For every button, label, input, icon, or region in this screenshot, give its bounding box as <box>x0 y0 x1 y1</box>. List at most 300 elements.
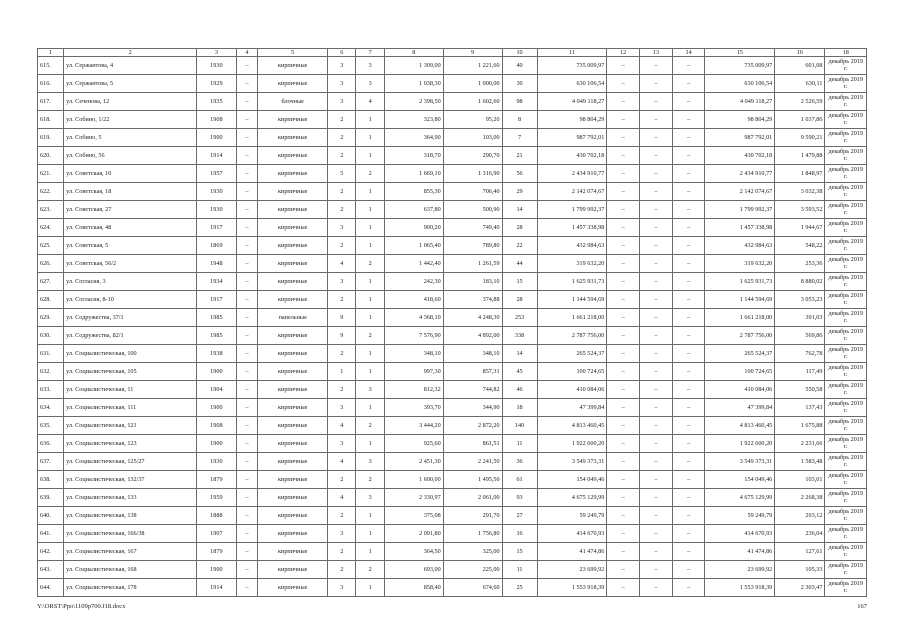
total-area-cell: 348,10 <box>384 345 443 363</box>
col13-cell: – <box>640 579 673 597</box>
col13-cell: – <box>640 561 673 579</box>
col14-cell: – <box>672 327 705 345</box>
col4-cell: – <box>236 291 258 309</box>
entrances-cell: 1 <box>356 507 384 525</box>
cost-per-m2-cell: 8 880,02 <box>775 273 825 291</box>
table-row <box>38 363 867 381</box>
living-area-cell: 1 495,50 <box>443 471 502 489</box>
living-area-cell: 103,00 <box>443 129 502 147</box>
cost-per-m2-cell: 253,36 <box>775 255 825 273</box>
total-area-cell: 855,30 <box>384 183 443 201</box>
total-area-cell: 637,80 <box>384 201 443 219</box>
address-cell: ул. Собино, 56 <box>64 147 197 165</box>
row-number-cell: 632. <box>38 363 64 381</box>
row-number-cell: 627. <box>38 273 64 291</box>
address-cell: ул. Социалистическая, 138 <box>64 507 197 525</box>
entrances-cell: 3 <box>356 381 384 399</box>
living-area-cell: 789,80 <box>443 237 502 255</box>
cost-total-cell: 1 457 338,98 <box>537 219 607 237</box>
deadline-cell: декабрь 2019 г. <box>825 399 867 417</box>
col4-cell: – <box>236 75 258 93</box>
col4-cell: – <box>236 561 258 579</box>
floors-cell: 4 <box>328 489 356 507</box>
deadline-cell: декабрь 2019 г. <box>825 417 867 435</box>
floors-cell: 2 <box>328 507 356 525</box>
table-row <box>38 489 867 507</box>
living-area-cell: 2 241,50 <box>443 453 502 471</box>
row-number-cell: 621. <box>38 165 64 183</box>
wall-material-cell: кирпичные <box>258 489 328 507</box>
living-area-cell: 500,90 <box>443 201 502 219</box>
col14-cell: – <box>672 561 705 579</box>
year-built-cell: 1900 <box>197 399 236 417</box>
address-cell: ул. Социалистическая, 178 <box>64 579 197 597</box>
cost-per-m2-cell: 2 303,47 <box>775 579 825 597</box>
residents-cell: 36 <box>502 453 537 471</box>
wall-material-cell: кирпичные <box>258 543 328 561</box>
row-number-cell: 633. <box>38 381 64 399</box>
row-number-cell: 620. <box>38 147 64 165</box>
deadline-cell: декабрь 2019 г. <box>825 129 867 147</box>
cost-total-cell: 265 524,37 <box>537 345 607 363</box>
living-area-cell: 4 892,00 <box>443 327 502 345</box>
year-built-cell: 1917 <box>197 291 236 309</box>
address-cell: ул. Советская, 48 <box>64 219 197 237</box>
row-number-cell: 643. <box>38 561 64 579</box>
col13-cell: – <box>640 345 673 363</box>
floors-cell: 2 <box>328 471 356 489</box>
wall-material-cell: кирпичные <box>258 579 328 597</box>
cost-cell: 1 799 992,37 <box>705 201 775 219</box>
living-area-cell: 344,90 <box>443 399 502 417</box>
floors-cell: 2 <box>328 237 356 255</box>
cost-per-m2-cell: 548,22 <box>775 237 825 255</box>
living-area-cell: 1 000,00 <box>443 75 502 93</box>
cost-per-m2-cell: 137,43 <box>775 399 825 417</box>
deadline-cell: декабрь 2019 г. <box>825 471 867 489</box>
col4-cell: – <box>236 543 258 561</box>
col12-cell: – <box>607 507 640 525</box>
living-area-cell: 749,40 <box>443 219 502 237</box>
col4-cell: – <box>236 237 258 255</box>
living-area-cell: 1 756,80 <box>443 525 502 543</box>
entrances-cell: 4 <box>356 93 384 111</box>
floors-cell: 5 <box>328 165 356 183</box>
row-number-cell: 617. <box>38 93 64 111</box>
row-number-cell: 630. <box>38 327 64 345</box>
col13-cell: – <box>640 309 673 327</box>
table-row <box>38 111 867 129</box>
col14-cell: – <box>672 507 705 525</box>
table-row <box>38 201 867 219</box>
row-number-cell: 635. <box>38 417 64 435</box>
table-row <box>38 183 867 201</box>
col4-cell: – <box>236 165 258 183</box>
col13-cell: – <box>640 453 673 471</box>
total-area-cell: 1 309,00 <box>384 57 443 75</box>
col4-cell: – <box>236 93 258 111</box>
address-cell: ул. Советская, 27 <box>64 201 197 219</box>
floors-cell: 4 <box>328 417 356 435</box>
table-row <box>38 147 867 165</box>
col14-cell: – <box>672 237 705 255</box>
col14-cell: – <box>672 129 705 147</box>
total-area-cell: 393,70 <box>384 399 443 417</box>
col13-cell: – <box>640 399 673 417</box>
col14-cell: – <box>672 543 705 561</box>
col13-cell: – <box>640 57 673 75</box>
residents-cell: 15 <box>502 543 537 561</box>
cost-total-cell: 4 049 118,27 <box>537 93 607 111</box>
column-header: 15 <box>705 49 775 57</box>
row-number-cell: 638. <box>38 471 64 489</box>
year-built-cell: 1900 <box>197 129 236 147</box>
column-header: 12 <box>607 49 640 57</box>
cost-total-cell: 1 799 992,37 <box>537 201 607 219</box>
wall-material-cell: кирпичные <box>258 471 328 489</box>
footer-file-path: Y:\ORST\Ppo\1109p700.f18.docx <box>37 603 126 610</box>
col4-cell: – <box>236 57 258 75</box>
deadline-cell: декабрь 2019 г. <box>825 201 867 219</box>
row-number-cell: 616. <box>38 75 64 93</box>
cost-cell: 59 249,79 <box>705 507 775 525</box>
cost-per-m2-cell: 236,04 <box>775 525 825 543</box>
living-area-cell: 290,70 <box>443 147 502 165</box>
col4-cell: – <box>236 183 258 201</box>
cost-cell: 98 804,29 <box>705 111 775 129</box>
table-row <box>38 507 867 525</box>
residents-cell: 46 <box>502 381 537 399</box>
column-number-row <box>38 49 867 57</box>
col14-cell: – <box>672 291 705 309</box>
year-built-cell: 1907 <box>197 525 236 543</box>
year-built-cell: 1934 <box>197 273 236 291</box>
col4-cell: – <box>236 381 258 399</box>
deadline-cell: декабрь 2019 г. <box>825 165 867 183</box>
cost-total-cell: 410 084,06 <box>537 381 607 399</box>
living-area-cell: 1 602,60 <box>443 93 502 111</box>
year-built-cell: 1930 <box>197 453 236 471</box>
living-area-cell: 225,00 <box>443 561 502 579</box>
residents-cell: 21 <box>502 147 537 165</box>
floors-cell: 3 <box>328 435 356 453</box>
address-cell: ул. Социалистическая, 121 <box>64 417 197 435</box>
table-row <box>38 327 867 345</box>
cost-cell: 1 922 600,20 <box>705 435 775 453</box>
entrances-cell: 1 <box>356 345 384 363</box>
cost-total-cell: 414 670,93 <box>537 525 607 543</box>
cost-per-m2-cell: 2 268,38 <box>775 489 825 507</box>
col13-cell: – <box>640 129 673 147</box>
cost-total-cell: 100 724,65 <box>537 363 607 381</box>
total-area-cell: 375,08 <box>384 507 443 525</box>
row-number-cell: 642. <box>38 543 64 561</box>
wall-material-cell: кирпичные <box>258 417 328 435</box>
cost-cell: 2 142 074,67 <box>705 183 775 201</box>
row-number-cell: 634. <box>38 399 64 417</box>
col4-cell: – <box>236 525 258 543</box>
row-number-cell: 637. <box>38 453 64 471</box>
residents-cell: 11 <box>502 561 537 579</box>
deadline-cell: декабрь 2019 г. <box>825 579 867 597</box>
wall-material-cell: кирпичные <box>258 345 328 363</box>
residents-cell: 22 <box>502 237 537 255</box>
cost-total-cell: 735 009,97 <box>537 57 607 75</box>
col13-cell: – <box>640 183 673 201</box>
wall-material-cell: панельные <box>258 309 328 327</box>
col14-cell: – <box>672 345 705 363</box>
cost-total-cell: 4 813 460,45 <box>537 417 607 435</box>
col14-cell: – <box>672 579 705 597</box>
year-built-cell: 1869 <box>197 237 236 255</box>
wall-material-cell: блочные <box>258 93 328 111</box>
table-row <box>38 165 867 183</box>
cost-per-m2-cell: 550,58 <box>775 381 825 399</box>
cost-cell: 154 049,46 <box>705 471 775 489</box>
residents-cell: 11 <box>502 435 537 453</box>
address-cell: ул. Социалистическая, 166/38 <box>64 525 197 543</box>
year-built-cell: 1908 <box>197 111 236 129</box>
table-row <box>38 219 867 237</box>
entrances-cell: 1 <box>356 183 384 201</box>
residents-cell: 338 <box>502 327 537 345</box>
cost-per-m2-cell: 2 526,59 <box>775 93 825 111</box>
column-header: 4 <box>236 49 258 57</box>
col14-cell: – <box>672 489 705 507</box>
year-built-cell: 1948 <box>197 255 236 273</box>
wall-material-cell: кирпичные <box>258 507 328 525</box>
col4-cell: – <box>236 147 258 165</box>
col12-cell: – <box>607 471 640 489</box>
cost-per-m2-cell: 569,86 <box>775 327 825 345</box>
total-area-cell: 2 091,80 <box>384 525 443 543</box>
wall-material-cell: кирпичные <box>258 399 328 417</box>
col4-cell: – <box>236 453 258 471</box>
col14-cell: – <box>672 111 705 129</box>
entrances-cell: 1 <box>356 543 384 561</box>
deadline-cell: декабрь 2019 г. <box>825 507 867 525</box>
col4-cell: – <box>236 273 258 291</box>
cost-cell: 47 399,84 <box>705 399 775 417</box>
wall-material-cell: кирпичные <box>258 561 328 579</box>
row-number-cell: 626. <box>38 255 64 273</box>
address-cell: ул. Собино, 5 <box>64 129 197 147</box>
wall-material-cell: кирпичные <box>258 111 328 129</box>
address-cell: ул. Сеченова, 12 <box>64 93 197 111</box>
address-cell: ул. Содружества, 37/1 <box>64 309 197 327</box>
residents-cell: 44 <box>502 255 537 273</box>
living-area-cell: 374,88 <box>443 291 502 309</box>
entrances-cell: 1 <box>356 525 384 543</box>
wall-material-cell: кирпичные <box>258 147 328 165</box>
floors-cell: 3 <box>328 93 356 111</box>
col12-cell: – <box>607 543 640 561</box>
col4-cell: – <box>236 435 258 453</box>
entrances-cell: 1 <box>356 201 384 219</box>
total-area-cell: 900,20 <box>384 219 443 237</box>
deadline-cell: декабрь 2019 г. <box>825 273 867 291</box>
cost-per-m2-cell: 391,03 <box>775 309 825 327</box>
cost-cell: 4 049 118,27 <box>705 93 775 111</box>
col4-cell: – <box>236 417 258 435</box>
page-number: 167 <box>857 603 867 610</box>
cost-per-m2-cell: 630,11 <box>775 75 825 93</box>
column-header: 16 <box>775 49 825 57</box>
entrances-cell: 1 <box>356 399 384 417</box>
floors-cell: 2 <box>328 561 356 579</box>
col14-cell: – <box>672 435 705 453</box>
col14-cell: – <box>672 219 705 237</box>
floors-cell: 4 <box>328 453 356 471</box>
deadline-cell: декабрь 2019 г. <box>825 219 867 237</box>
table-row <box>38 345 867 363</box>
deadline-cell: декабрь 2019 г. <box>825 489 867 507</box>
cost-cell: 2 434 910,77 <box>705 165 775 183</box>
cost-total-cell: 59 249,79 <box>537 507 607 525</box>
floors-cell: 3 <box>328 57 356 75</box>
table-row <box>38 471 867 489</box>
address-cell: ул. Социалистическая, 133 <box>64 489 197 507</box>
column-header: 11 <box>537 49 607 57</box>
entrances-cell: 3 <box>356 453 384 471</box>
col12-cell: – <box>607 111 640 129</box>
cost-per-m2-cell: 3 593,52 <box>775 201 825 219</box>
cost-total-cell: 98 804,29 <box>537 111 607 129</box>
address-cell: ул. Советская, 10 <box>64 165 197 183</box>
address-cell: ул. Социалистическая, 100 <box>64 345 197 363</box>
col4-cell: – <box>236 327 258 345</box>
total-area-cell: 2 330,97 <box>384 489 443 507</box>
col4-cell: – <box>236 111 258 129</box>
residents-cell: 28 <box>502 219 537 237</box>
total-area-cell: 1 669,10 <box>384 165 443 183</box>
entrances-cell: 3 <box>356 57 384 75</box>
deadline-cell: декабрь 2019 г. <box>825 111 867 129</box>
cost-per-m2-cell: 203,12 <box>775 507 825 525</box>
residents-cell: 61 <box>502 471 537 489</box>
total-area-cell: 364,90 <box>384 129 443 147</box>
floors-cell: 2 <box>328 291 356 309</box>
floors-cell: 2 <box>328 111 356 129</box>
total-area-cell: 242,30 <box>384 273 443 291</box>
row-number-cell: 618. <box>38 111 64 129</box>
col12-cell: – <box>607 381 640 399</box>
total-area-cell: 1 442,40 <box>384 255 443 273</box>
cost-per-m2-cell: 1 583,48 <box>775 453 825 471</box>
col14-cell: – <box>672 453 705 471</box>
cost-cell: 630 106,54 <box>705 75 775 93</box>
deadline-cell: декабрь 2019 г. <box>825 183 867 201</box>
entrances-cell: 2 <box>356 417 384 435</box>
floors-cell: 1 <box>328 363 356 381</box>
row-number-cell: 623. <box>38 201 64 219</box>
table-row <box>38 417 867 435</box>
register-table <box>37 48 867 597</box>
residents-cell: 98 <box>502 93 537 111</box>
entrances-cell: 1 <box>356 435 384 453</box>
deadline-cell: декабрь 2019 г. <box>825 453 867 471</box>
table-row <box>38 129 867 147</box>
total-area-cell: 925,60 <box>384 435 443 453</box>
living-area-cell: 95,20 <box>443 111 502 129</box>
living-area-cell: 4 248,30 <box>443 309 502 327</box>
year-built-cell: 1900 <box>197 561 236 579</box>
table-row <box>38 57 867 75</box>
year-built-cell: 1914 <box>197 147 236 165</box>
column-header: 8 <box>384 49 443 57</box>
cost-per-m2-cell: 1 037,86 <box>775 111 825 129</box>
living-area-cell: 674,60 <box>443 579 502 597</box>
residents-cell: 18 <box>502 399 537 417</box>
total-area-cell: 997,30 <box>384 363 443 381</box>
residents-cell: 45 <box>502 363 537 381</box>
col12-cell: – <box>607 129 640 147</box>
entrances-cell: 1 <box>356 111 384 129</box>
deadline-cell: декабрь 2019 г. <box>825 561 867 579</box>
floors-cell: 2 <box>328 381 356 399</box>
cost-total-cell: 154 049,46 <box>537 471 607 489</box>
col12-cell: – <box>607 417 640 435</box>
cost-cell: 1 144 594,69 <box>705 291 775 309</box>
year-built-cell: 1985 <box>197 327 236 345</box>
cost-cell: 1 625 931,73 <box>705 273 775 291</box>
row-number-cell: 640. <box>38 507 64 525</box>
cost-cell: 2 787 756,00 <box>705 327 775 345</box>
col4-cell: – <box>236 507 258 525</box>
entrances-cell: 2 <box>356 471 384 489</box>
deadline-cell: декабрь 2019 г. <box>825 363 867 381</box>
total-area-cell: 2 451,30 <box>384 453 443 471</box>
wall-material-cell: кирпичные <box>258 453 328 471</box>
table-row <box>38 75 867 93</box>
living-area-cell: 291,70 <box>443 507 502 525</box>
floors-cell: 3 <box>328 75 356 93</box>
residents-cell: 16 <box>502 525 537 543</box>
col12-cell: – <box>607 93 640 111</box>
col13-cell: – <box>640 363 673 381</box>
residents-cell: 15 <box>502 273 537 291</box>
residents-cell: 14 <box>502 201 537 219</box>
column-header: 2 <box>64 49 197 57</box>
column-header: 14 <box>672 49 705 57</box>
table-row <box>38 237 867 255</box>
col13-cell: – <box>640 291 673 309</box>
cost-total-cell: 430 702,18 <box>537 147 607 165</box>
col12-cell: – <box>607 165 640 183</box>
col12-cell: – <box>607 561 640 579</box>
col13-cell: – <box>640 507 673 525</box>
year-built-cell: 1908 <box>197 417 236 435</box>
cost-cell: 414 670,93 <box>705 525 775 543</box>
column-header: 1 <box>38 49 64 57</box>
deadline-cell: декабрь 2019 г. <box>825 543 867 561</box>
year-built-cell: 1938 <box>197 345 236 363</box>
year-built-cell: 1957 <box>197 165 236 183</box>
living-area-cell: 183,10 <box>443 273 502 291</box>
row-number-cell: 644. <box>38 579 64 597</box>
residents-cell: 28 <box>502 291 537 309</box>
cost-cell: 319 632,20 <box>705 255 775 273</box>
residents-cell: 8 <box>502 111 537 129</box>
floors-cell: 3 <box>328 219 356 237</box>
address-cell: ул. Советская, 5 <box>64 237 197 255</box>
cost-cell: 41 474,86 <box>705 543 775 561</box>
residents-cell: 253 <box>502 309 537 327</box>
col13-cell: – <box>640 219 673 237</box>
address-cell: ул. Собино, 1/22 <box>64 111 197 129</box>
cost-per-m2-cell: 601,08 <box>775 57 825 75</box>
total-area-cell: 1 065,40 <box>384 237 443 255</box>
